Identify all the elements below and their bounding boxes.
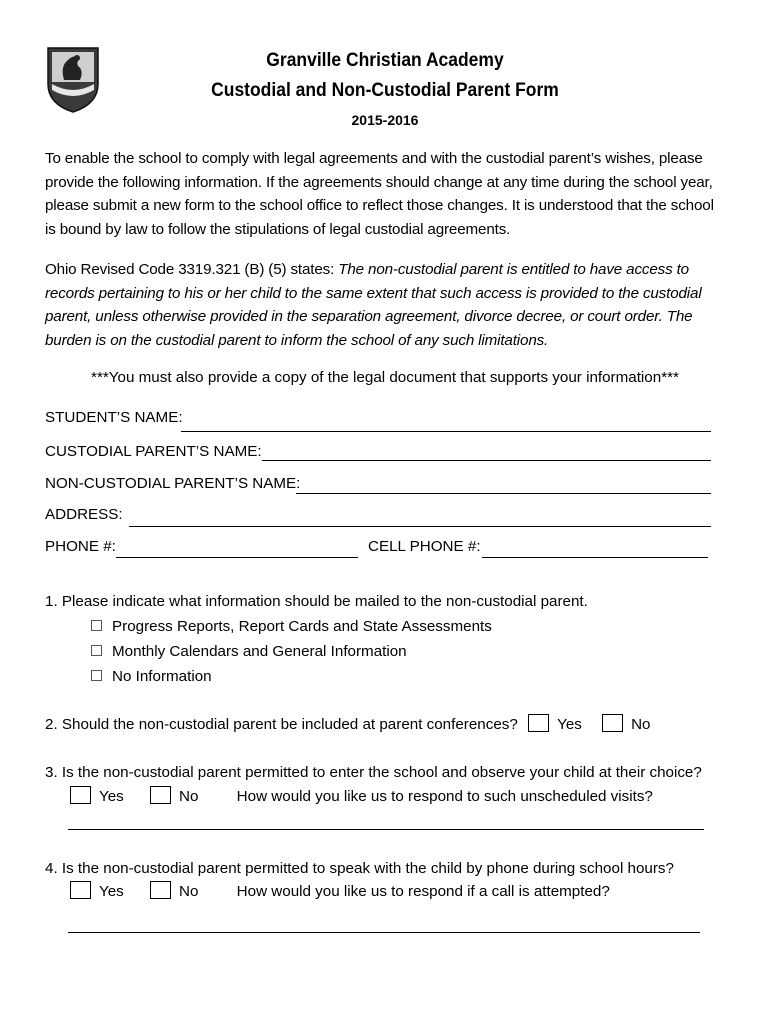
q4-no-label: No (179, 883, 199, 900)
cell-phone-label: CELL PHONE #: (368, 538, 481, 555)
intro-paragraph: To enable the school to comply with legal agreements and with the custodial parent’s wishes, please provide the following information. If the agreements should change at any time during the school year, please submit a new form to the school office to reflect those changes. It is understood that the school is bound by law to follow the stipulations of legal custodial agreements. (45, 150, 714, 238)
school-year: 2015-2016 (351, 112, 419, 128)
q3-yes-label: Yes (99, 788, 124, 805)
question-1: 1. Please indicate what information should be mailed to the non-custodial parent. (45, 593, 588, 610)
phone-label: PHONE #: (45, 538, 116, 555)
cell-phone-field[interactable] (482, 557, 708, 558)
noncustodial-name-label: NON-CUSTODIAL PARENT’S NAME: (45, 475, 301, 492)
q3-response-field[interactable] (68, 829, 704, 830)
q2-no-label: No (631, 716, 651, 733)
form-title: Custodial and Non-Custodial Parent Form (211, 80, 559, 101)
legal-document-notice: ***You must also provide a copy of the legal document that supports your information*** (91, 369, 679, 386)
q1-option-no-information[interactable]: No Information (91, 665, 212, 689)
custodial-name-label: CUSTODIAL PARENT’S NAME: (45, 443, 262, 460)
q4-yes-label: Yes (99, 883, 124, 900)
q1-option-monthly-calendars[interactable]: Monthly Calendars and General Information (91, 640, 407, 664)
q3-follow-up: How would you like us to respond to such unscheduled visits? (236, 788, 653, 805)
noncustodial-name-field[interactable] (296, 493, 711, 494)
q3-no-label: No (179, 788, 199, 805)
q2-yes-label: Yes (557, 716, 582, 733)
q2-yes-checkbox[interactable] (528, 714, 549, 732)
address-field[interactable] (129, 526, 711, 527)
question-3: 3. Is the non-custodial parent permitted to enter the school and observe your child at their choice? (45, 764, 702, 781)
question-4: 4. Is the non-custodial parent permitted to speak with the child by phone during school hours? (45, 860, 674, 877)
law-citation: Ohio Revised Code 3319.321 (B) (5) states: (45, 261, 339, 278)
student-name-field[interactable] (181, 431, 711, 432)
q3-no-checkbox[interactable] (150, 786, 171, 804)
law-paragraph (45, 258, 725, 352)
address-label: ADDRESS: (45, 506, 123, 523)
checkbox-icon[interactable] (91, 645, 102, 656)
q4-no-checkbox[interactable] (150, 881, 171, 899)
phone-field[interactable] (116, 557, 358, 558)
q4-yes-checkbox[interactable] (70, 881, 91, 899)
law-quote: The non-custodial parent is entitled to have access to records pertaining to his or her child to the same extent that such access is provided to the custodial parent, unless otherwise provided in the separation agreement, divorce decree, or court order. The burden is on the custodial parent to inform the school of any such limitations. (45, 261, 702, 349)
q1-option-progress-reports[interactable]: Progress Reports, Report Cards and State Assessments (91, 615, 492, 639)
school-name: Granville Christian Academy (266, 50, 504, 71)
q4-response-field[interactable] (68, 932, 700, 933)
student-name-label: STUDENT’S NAME: (45, 409, 183, 426)
q4-answer-row (70, 880, 610, 904)
q3-answer-row (70, 785, 653, 809)
q3-yes-checkbox[interactable] (70, 786, 91, 804)
question-2: 2. Should the non-custodial parent be included at parent conferences? Yes No (45, 716, 651, 733)
checkbox-icon[interactable] (91, 670, 102, 681)
custodial-name-field[interactable] (262, 460, 711, 461)
q2-no-checkbox[interactable] (602, 714, 623, 732)
checkbox-icon[interactable] (91, 620, 102, 631)
q4-follow-up: How would you like us to respond if a call is attempted? (236, 883, 610, 900)
